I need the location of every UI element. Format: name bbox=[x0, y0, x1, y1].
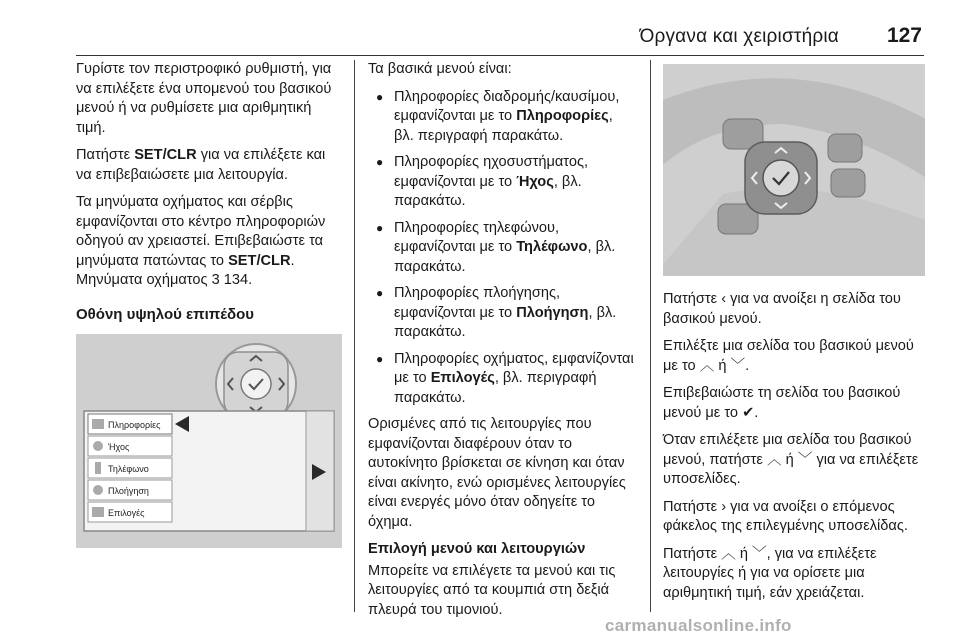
volume-up-button bbox=[828, 134, 862, 162]
text: Πληροφορίες πλοήγησης, εμφανίζονται με το bbox=[394, 285, 561, 321]
navigation-icon bbox=[93, 485, 103, 495]
steering-wheel-figure bbox=[663, 64, 925, 276]
chevron-left-icon: ‹ bbox=[721, 291, 727, 307]
text: Πατήστε bbox=[663, 498, 722, 515]
chevron-right-icon: › bbox=[721, 498, 727, 515]
text: ή bbox=[781, 451, 798, 468]
chevron-up-icon: ︿ bbox=[721, 545, 736, 562]
text: , βλ. περιγραφή παρακάτω. bbox=[394, 108, 613, 144]
section-heading: Επιλογή μενού και λειτουργιών bbox=[368, 541, 586, 557]
paragraph bbox=[663, 498, 925, 537]
column-middle bbox=[368, 60, 636, 628]
select-button-icon bbox=[241, 369, 271, 399]
paragraph bbox=[663, 545, 925, 604]
menu-name: Επιλογές bbox=[430, 370, 495, 386]
chapter-title: Όργανα και χειριστήρια bbox=[639, 26, 839, 47]
menu-item-options: Επιλογές bbox=[108, 508, 145, 518]
text: Πατήστε bbox=[663, 545, 722, 562]
text: Επιλέξτε μια σελίδα του βασικού μενού με το bbox=[663, 338, 914, 374]
text: Πατήστε bbox=[663, 291, 722, 307]
text: Πληροφορίες ηχοσυστήματος, εμφανίζονται με το bbox=[394, 154, 589, 190]
text: . bbox=[745, 357, 750, 374]
chevron-up-icon: ︿ bbox=[766, 451, 782, 468]
info-icon bbox=[92, 419, 104, 429]
check-icon: ✔ bbox=[742, 404, 755, 421]
section-heading: Οθόνη υψηλού επιπέδου bbox=[76, 305, 255, 323]
paragraph bbox=[76, 60, 342, 138]
menu-name: Τηλέφωνο bbox=[516, 239, 588, 255]
column-divider bbox=[650, 60, 651, 612]
paragraph: Μπορείτε να επιλέγετε τα μενού και τις λειτουργίες από τα κουμπιά στη δεξιά πλευρά του τιμονιού. bbox=[368, 562, 616, 618]
text: Πληροφορίες τηλεφώνου, εμφανίζονται με το bbox=[394, 219, 560, 255]
menu-name: Πληροφορίες bbox=[516, 108, 609, 124]
select-button-icon bbox=[763, 160, 799, 196]
list-item bbox=[368, 219, 636, 278]
paragraph bbox=[663, 290, 925, 329]
text: , βλ. παρακάτω. bbox=[394, 304, 617, 340]
paragraph bbox=[663, 431, 925, 490]
text: για να επιλέξετε και να επιβεβαιώσετε μια λειτουργία. bbox=[76, 147, 326, 183]
menu-name: Ήχος bbox=[516, 173, 554, 190]
chevron-up-icon: ︿ bbox=[699, 357, 715, 374]
page-reference: 134. bbox=[219, 272, 253, 288]
text: για να ανοίξει η σελίδα του βασικού μενού. bbox=[663, 291, 901, 327]
list-item bbox=[368, 284, 636, 343]
text: ή bbox=[735, 545, 753, 562]
watermark: carmanualsonline.info bbox=[605, 616, 792, 635]
paragraph bbox=[76, 146, 342, 185]
text: Πληροφορίες οχήματος, εμφανίζονται με το bbox=[394, 350, 634, 386]
menu-item-phone: Τηλέφωνο bbox=[108, 464, 149, 474]
text: , βλ. παρακάτω. bbox=[394, 173, 582, 209]
display-figure bbox=[76, 334, 342, 548]
main-menu-list bbox=[368, 88, 636, 409]
text: για να επιλέξετε υποσελίδες. bbox=[663, 451, 919, 487]
volume-down-button bbox=[831, 169, 865, 197]
text: Επιβεβαιώστε τη σελίδα του βασικού μενού με το bbox=[663, 385, 901, 421]
menu-item-info: Πληροφορίες bbox=[108, 420, 161, 430]
list-item bbox=[368, 88, 636, 147]
chevron-down-icon: ﹀ bbox=[730, 357, 746, 374]
paragraph bbox=[76, 193, 342, 291]
reference-arrow-icon: 3 bbox=[211, 272, 220, 288]
chevron-down-icon: ﹀ bbox=[752, 545, 767, 562]
column-left bbox=[76, 60, 342, 548]
column-right bbox=[663, 290, 925, 611]
paragraph bbox=[663, 384, 925, 423]
menu-name: Πλοήγηση bbox=[516, 304, 589, 321]
settings-icon bbox=[92, 507, 104, 517]
list-item bbox=[368, 350, 636, 409]
paragraph: Τα βασικά μενού είναι: bbox=[368, 61, 512, 77]
menu-list bbox=[88, 414, 172, 522]
text: Όταν επιλέξετε μια σελίδα του βασικού μενού, πατήστε bbox=[663, 432, 912, 468]
text: Γυρίστε τον περιστροφικό ρυθμιστή, για να επιλέξετε ένα υπομενού του βασικού μενού ή να ρυθμίσετε μια αριθμητική τιμή. bbox=[76, 61, 332, 136]
button-name-set-clr: SET/CLR bbox=[228, 252, 291, 269]
text: Πληροφορίες διαδρομής/καυσίμου, εμφανίζονται με το bbox=[394, 88, 620, 124]
text: . bbox=[290, 252, 295, 269]
cross-reference: Μηνύματα οχήματος bbox=[76, 272, 212, 288]
text: ή bbox=[714, 357, 731, 374]
text: για να ανοίξει ο επόμενος φάκελος της επιλεγμένης υποσελίδας. bbox=[663, 498, 908, 534]
list-item bbox=[368, 153, 636, 212]
phone-icon bbox=[95, 462, 101, 474]
text: , βλ. περιγραφή παρακάτω. bbox=[394, 370, 597, 406]
text: , βλ. παρακάτω. bbox=[394, 239, 616, 275]
column-divider bbox=[354, 60, 355, 612]
page-number: 127 bbox=[886, 24, 922, 47]
paragraph: Ορισμένες από τις λειτουργίες που εμφανίζονται διαφέρουν όταν το αυτοκίνητο βρίσκεται σε κίνηση και όταν είναι ακίνητο, ενώ ορισμένες λειτουργίες είναι ενεργές μόνο όταν οδηγείτε το όχημα. bbox=[368, 416, 626, 530]
button-name-set-clr: SET/CLR bbox=[134, 147, 197, 163]
audio-icon bbox=[93, 441, 103, 451]
text: . bbox=[754, 404, 759, 421]
chevron-down-icon: ﹀ bbox=[797, 451, 813, 468]
page-header bbox=[76, 20, 924, 50]
text: Πατήστε bbox=[76, 147, 135, 163]
header-rule bbox=[76, 55, 924, 56]
text: Τα μηνύματα οχήματος και σέρβις εμφανίζονται στο κέντρο πληροφοριών οδηγού αν χρειαστεί. Επιβεβαιώστε τα μηνύματα πατώντας το bbox=[76, 194, 326, 269]
paragraph bbox=[663, 337, 925, 376]
menu-item-audio: Ήχος bbox=[108, 442, 130, 452]
text: , για να επιλέξετε λειτουργίες ή για να ορίσετε μια αριθμητική τιμή, εάν χρειάζεται. bbox=[663, 545, 877, 601]
menu-item-navigation: Πλοήγηση bbox=[108, 486, 149, 496]
